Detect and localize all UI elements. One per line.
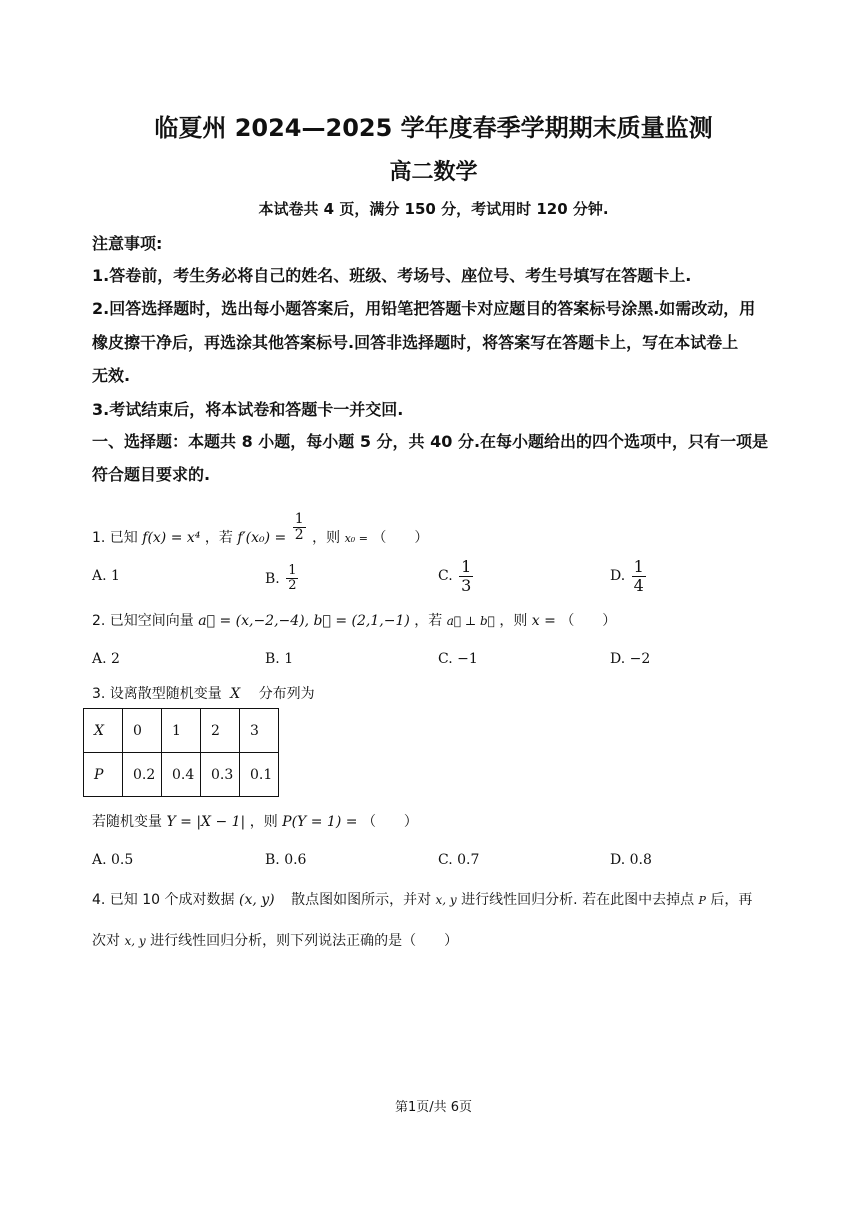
- question-3-followup: [92, 811, 418, 831]
- q1-option-c-numerator: 1: [461, 557, 472, 576]
- q2-xeq: x =: [531, 613, 556, 629]
- exam-title: 临夏州 2024—2025 学年度春季学期期末质量监测: [154, 114, 713, 142]
- q1-option-d-fraction: [632, 558, 646, 594]
- note-item-2-line-1: 2.回答选择题时，选出每小题答案后，用铅笔把答题卡对应题目的答案标号涂黑.如需改动，用: [92, 299, 756, 318]
- table-cell: 0.3: [201, 753, 240, 797]
- table-cell: 0: [123, 709, 162, 753]
- exam-info: 本试卷共 4 页，满分 150 分，考试用时 120 分钟.: [258, 200, 609, 218]
- q3-prefix: 3. 设离散型随机变量: [92, 686, 222, 702]
- page-number: 第1页/共 6页: [394, 1100, 473, 1115]
- q1-option-b-label: B.: [265, 570, 280, 587]
- q1-mid: ，若: [204, 529, 233, 546]
- note-item-2-line-3: 无效.: [92, 366, 131, 385]
- table-cell: 2: [201, 709, 240, 753]
- q4-l1-d: 后，再: [710, 892, 753, 908]
- note-item-3: 3.考试结束后，将本试卷和答题卡一并交回.: [92, 400, 404, 419]
- q3-option-d: D. 0.8: [610, 852, 652, 868]
- table-cell: 0.1: [240, 753, 279, 797]
- table-cell: 0.2: [123, 753, 162, 797]
- q1-suffix: ，则: [312, 529, 341, 546]
- note-item-1: 1.答卷前，考生务必将自己的姓名、班级、考场号、座位号、考生号填写在答题卡上.: [92, 266, 692, 285]
- q4-l2-xy: x, y: [124, 934, 146, 948]
- q1-half-denominator: 2: [294, 527, 304, 544]
- q2-paren: （ ）: [560, 613, 617, 629]
- q1-option-b-fraction: [286, 564, 298, 594]
- table-cell: X: [84, 709, 123, 753]
- q2-vectors: a⃗ = (x,−2,−4), b⃗ = (2,1,−1): [198, 613, 410, 629]
- q3-line2-prob: P(Y = 1) =: [282, 814, 358, 830]
- q1-option-b-numerator: 1: [288, 563, 297, 578]
- notes-heading: 注意事项:: [92, 234, 163, 253]
- q1-option-c-denominator: 3: [461, 575, 472, 595]
- question-1-stem: [92, 511, 429, 554]
- question-4-line-1: [92, 889, 752, 909]
- table-cell: 3: [240, 709, 279, 753]
- table-cell: 1: [162, 709, 201, 753]
- q1-option-d-denominator: 4: [633, 575, 644, 595]
- q2-mid: ，若: [414, 613, 443, 629]
- table-row: [84, 753, 279, 797]
- q2-option-a: A. 2: [92, 651, 120, 667]
- distribution-table: [83, 708, 279, 797]
- q4-l1-c: 进行线性回归分析. 若在此图中去掉点: [461, 892, 695, 908]
- q1-function: f(x) = x⁴: [142, 529, 201, 546]
- subject-title: 高二数学: [389, 160, 478, 185]
- q1-x0: x₀ =: [344, 531, 368, 545]
- q1-option-b: [265, 564, 300, 594]
- section-1-line-1: 一、选择题：本题共 8 小题，每小题 5 分，共 40 分.在每小题给出的四个选项中，只有一项是: [92, 432, 769, 451]
- table-row: [84, 709, 279, 753]
- q2-option-d: D. −2: [610, 651, 651, 667]
- q2-option-c: C. −1: [438, 651, 478, 667]
- q4-l2-b: 进行线性回归分析，则下列说法正确的是（ ）: [150, 933, 459, 949]
- q1-prefix: 1. 已知: [92, 529, 138, 546]
- q2-suffix: ，则: [499, 613, 528, 629]
- q1-half-fraction: [293, 512, 306, 544]
- q3-line2-mid: ，则: [249, 814, 278, 830]
- q3-line2-expr: Y = |X − 1|: [166, 814, 246, 830]
- q2-option-b: B. 1: [265, 651, 294, 667]
- q1-paren: （ ）: [372, 529, 429, 546]
- note-item-2-line-2: 橡皮擦干净后，再选涂其他答案标号.回答非选择题时，将答案写在答题卡上，写在本试卷上: [92, 333, 739, 352]
- q3-suffix: 分布列为: [258, 686, 315, 702]
- q4-l2-a: 次对: [92, 933, 120, 949]
- q3-line2-prefix: 若随机变量: [92, 814, 162, 830]
- q4-l1-pair: (x, y): [238, 892, 275, 908]
- q3-option-a: A. 0.5: [92, 852, 134, 868]
- table-cell: P: [84, 753, 123, 797]
- q4-l1-b: 散点图如图所示，并对: [291, 892, 432, 908]
- q3-option-b: B. 0.6: [265, 852, 307, 868]
- section-1-line-2: 符合题目要求的.: [92, 465, 211, 484]
- question-2-stem: [92, 610, 616, 630]
- q4-l1-a: 4. 已知 10 个成对数据: [92, 892, 235, 908]
- q1-option-c-label: C.: [438, 568, 453, 585]
- q1-option-d-label: D.: [610, 568, 626, 585]
- q1-option-c-fraction: [459, 558, 473, 594]
- q4-l1-xy: x, y: [435, 893, 457, 907]
- q1-derivative: f′(x₀) =: [237, 529, 287, 546]
- q1-half-numerator: 1: [294, 511, 304, 527]
- q2-prefix: 2. 已知空间向量: [92, 613, 194, 629]
- table-cell: 0.4: [162, 753, 201, 797]
- q4-l1-p: P: [698, 894, 706, 907]
- q1-option-c: [438, 558, 475, 594]
- q3-var: X: [230, 686, 241, 702]
- q3-option-c: C. 0.7: [438, 852, 480, 868]
- q3-paren: （ ）: [361, 814, 418, 830]
- question-3-stem: [92, 683, 315, 703]
- q2-perp: a⃗ ⊥ b⃗: [446, 614, 495, 628]
- q1-option-a: A. 1: [92, 568, 120, 584]
- q1-option-d: [610, 558, 648, 594]
- question-4-line-2: [92, 930, 458, 950]
- q1-option-b-denominator: 2: [288, 578, 297, 594]
- q1-option-d-numerator: 1: [633, 557, 644, 576]
